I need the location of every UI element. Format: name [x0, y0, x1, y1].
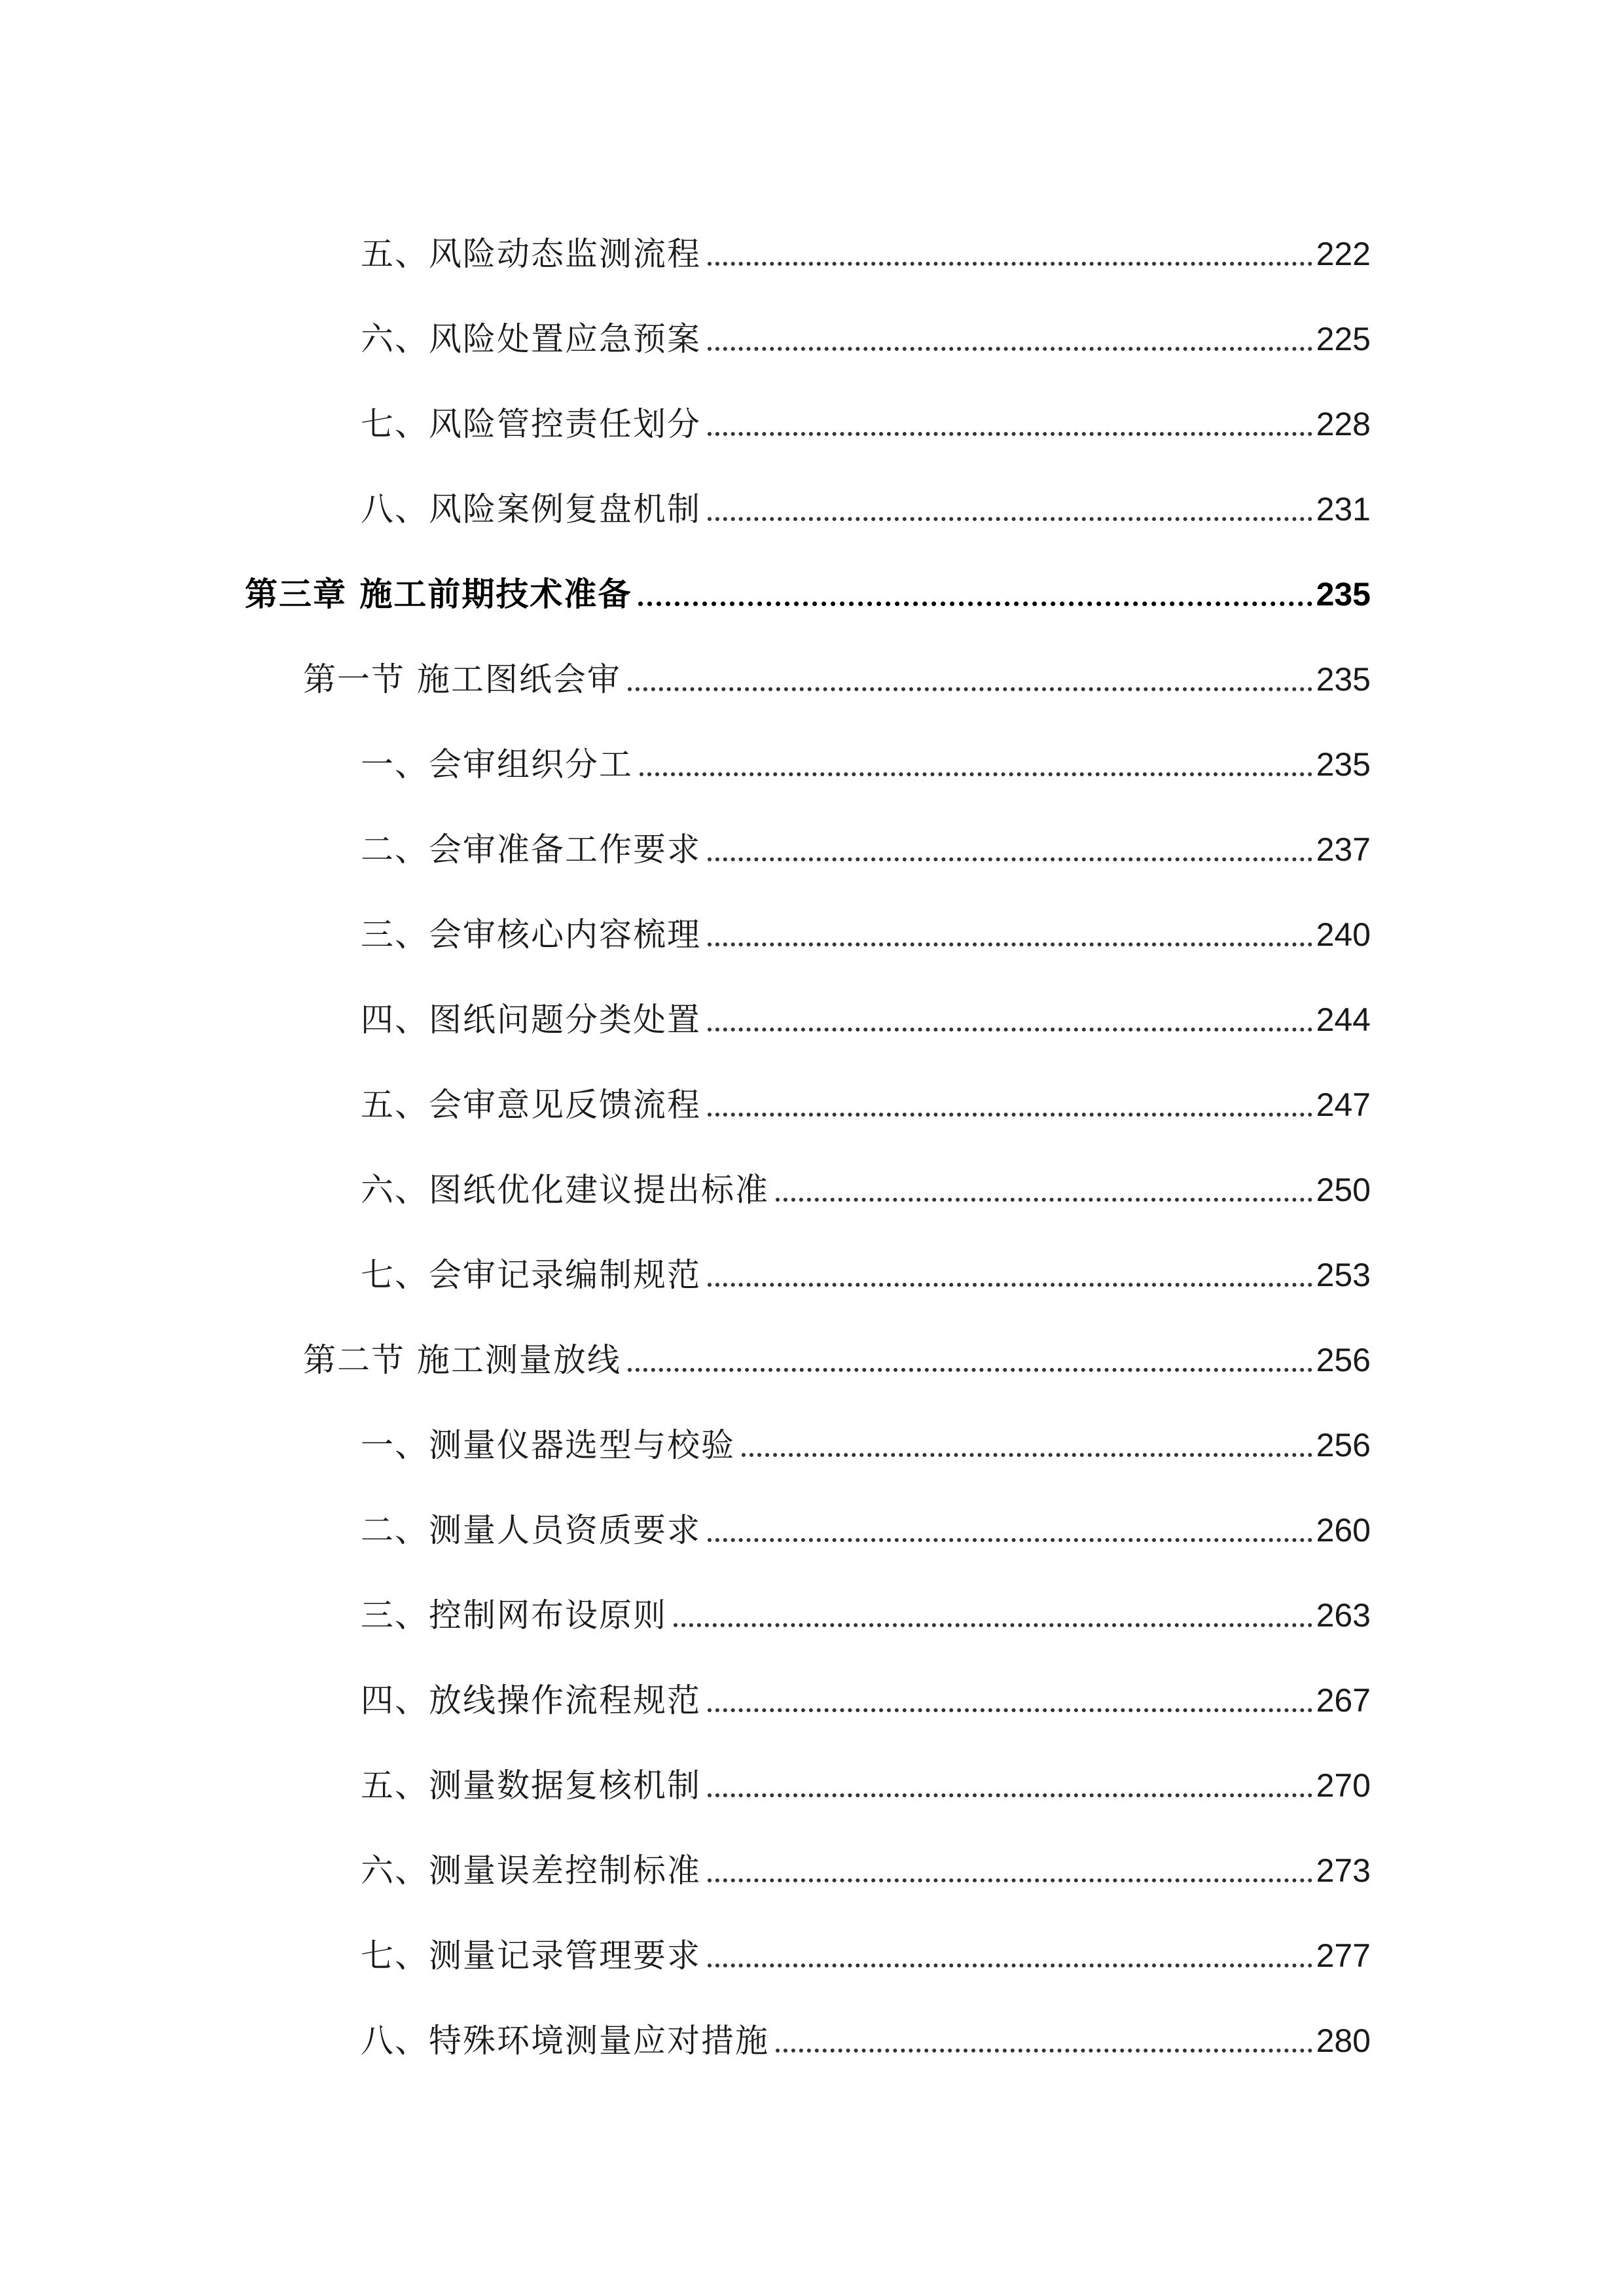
toc-entry-page: 267 — [1316, 1682, 1371, 1719]
toc-entry[interactable] — [361, 1905, 1371, 1977]
dot-leader — [674, 1623, 1312, 1627]
dot-leader — [708, 1113, 1312, 1117]
dot-leader — [708, 1708, 1312, 1712]
toc-entry-page: 237 — [1316, 831, 1371, 868]
toc-entry-page: 277 — [1316, 1937, 1371, 1974]
dot-leader — [640, 772, 1312, 776]
dot-leader — [708, 262, 1312, 266]
toc-entry-title: 第二节 施工测量放线 — [303, 1341, 621, 1379]
toc-entry[interactable] — [361, 203, 1371, 275]
dot-leader — [708, 1878, 1312, 1882]
toc-entry[interactable] — [361, 969, 1371, 1041]
toc-entry-page: 235 — [1316, 746, 1371, 783]
toc-entry-page: 235 — [1316, 576, 1371, 613]
toc-entry-title: 二、会审准备工作要求 — [361, 831, 701, 869]
toc-entry-title: 七、测量记录管理要求 — [361, 1937, 701, 1975]
toc-entry-page: 250 — [1316, 1172, 1371, 1208]
toc-entry[interactable] — [361, 1564, 1371, 1636]
dot-leader — [742, 1453, 1312, 1457]
toc-entry-page: 240 — [1316, 916, 1371, 953]
dot-leader — [638, 601, 1312, 606]
toc-entry-page: 270 — [1316, 1767, 1371, 1804]
toc-entry-page: 280 — [1316, 2022, 1371, 2059]
toc-entry-title: 第三章 施工前期技术准备 — [245, 575, 632, 613]
toc-entry-title: 八、特殊环境测量应对措施 — [361, 2022, 769, 2060]
toc-entry-title: 四、放线操作流程规范 — [361, 1681, 701, 1719]
toc-entry-page: 260 — [1316, 1512, 1371, 1549]
dot-leader — [708, 347, 1312, 351]
toc-entry-title: 第一节 施工图纸会审 — [303, 660, 621, 698]
toc-entry-title: 三、会审核心内容梳理 — [361, 916, 701, 954]
toc-entry[interactable] — [361, 458, 1371, 530]
toc-entry[interactable] — [361, 1990, 1371, 2062]
toc-entry-title: 五、会审意见反馈流程 — [361, 1086, 701, 1124]
toc-entry-title: 三、控制网布设原则 — [361, 1596, 667, 1634]
toc-entry-page: 273 — [1316, 1852, 1371, 1889]
toc-entry[interactable] — [361, 1224, 1371, 1296]
toc-entry-title: 六、风险处置应急预案 — [361, 320, 701, 358]
toc-entry[interactable] — [361, 884, 1371, 956]
toc-entry[interactable] — [361, 713, 1371, 785]
toc-entry-page: 256 — [1316, 1427, 1371, 1463]
toc-entry[interactable] — [361, 1649, 1371, 1721]
toc-entry-title: 一、测量仪器选型与校验 — [361, 1426, 735, 1464]
toc-entry[interactable] — [361, 373, 1371, 445]
toc-entry[interactable] — [361, 1734, 1371, 1806]
dot-leader — [776, 2049, 1312, 2053]
toc-entry-title: 五、风险动态监测流程 — [361, 235, 701, 273]
toc-entry-title: 四、图纸问题分类处置 — [361, 1001, 701, 1039]
dot-leader — [708, 432, 1312, 436]
dot-leader — [708, 857, 1312, 861]
dot-leader — [708, 1283, 1312, 1287]
dot-leader — [708, 1964, 1312, 1967]
toc-entry-page: 247 — [1316, 1086, 1371, 1123]
toc-entry[interactable] — [361, 1479, 1371, 1551]
toc-entry-page: 228 — [1316, 406, 1371, 442]
dot-leader — [628, 1368, 1312, 1372]
dot-leader — [776, 1198, 1312, 1202]
toc-entry[interactable] — [361, 1394, 1371, 1466]
dot-leader — [708, 1028, 1312, 1031]
toc-entry-page: 263 — [1316, 1597, 1371, 1634]
toc-entry-title: 六、测量误差控制标准 — [361, 1852, 701, 1890]
toc-entry[interactable] — [361, 288, 1371, 360]
toc-chapter[interactable] — [245, 543, 1371, 615]
dot-leader — [708, 942, 1312, 946]
toc-entry-title: 七、会审记录编制规范 — [361, 1256, 701, 1294]
toc-entry-title: 五、测量数据复核机制 — [361, 1767, 701, 1804]
toc-entry-page: 225 — [1316, 321, 1371, 357]
dot-leader — [708, 1793, 1312, 1797]
toc-entry-page: 222 — [1316, 236, 1371, 272]
toc-entry-page: 231 — [1316, 491, 1371, 528]
toc-entry-title: 七、风险管控责任划分 — [361, 405, 701, 443]
toc-entry[interactable] — [361, 1054, 1371, 1126]
toc-entry[interactable] — [361, 1139, 1371, 1211]
toc-section[interactable] — [303, 1309, 1371, 1381]
toc-entry[interactable] — [361, 1820, 1371, 1892]
toc-entry-page: 256 — [1316, 1342, 1371, 1378]
toc-entry-page: 244 — [1316, 1001, 1371, 1038]
dot-leader — [628, 687, 1312, 691]
toc-section[interactable] — [303, 628, 1371, 700]
dot-leader — [708, 1538, 1312, 1542]
dot-leader — [708, 517, 1312, 521]
toc-entry-title: 二、测量人员资质要求 — [361, 1511, 701, 1549]
toc-entry-page: 253 — [1316, 1257, 1371, 1293]
toc-entry-page: 235 — [1316, 661, 1371, 698]
toc-entry-title: 一、会审组织分工 — [361, 745, 633, 783]
toc-entry-title: 六、图纸优化建议提出标准 — [361, 1171, 769, 1209]
toc-entry-title: 八、风险案例复盘机制 — [361, 490, 701, 528]
toc-entry[interactable] — [361, 798, 1371, 870]
